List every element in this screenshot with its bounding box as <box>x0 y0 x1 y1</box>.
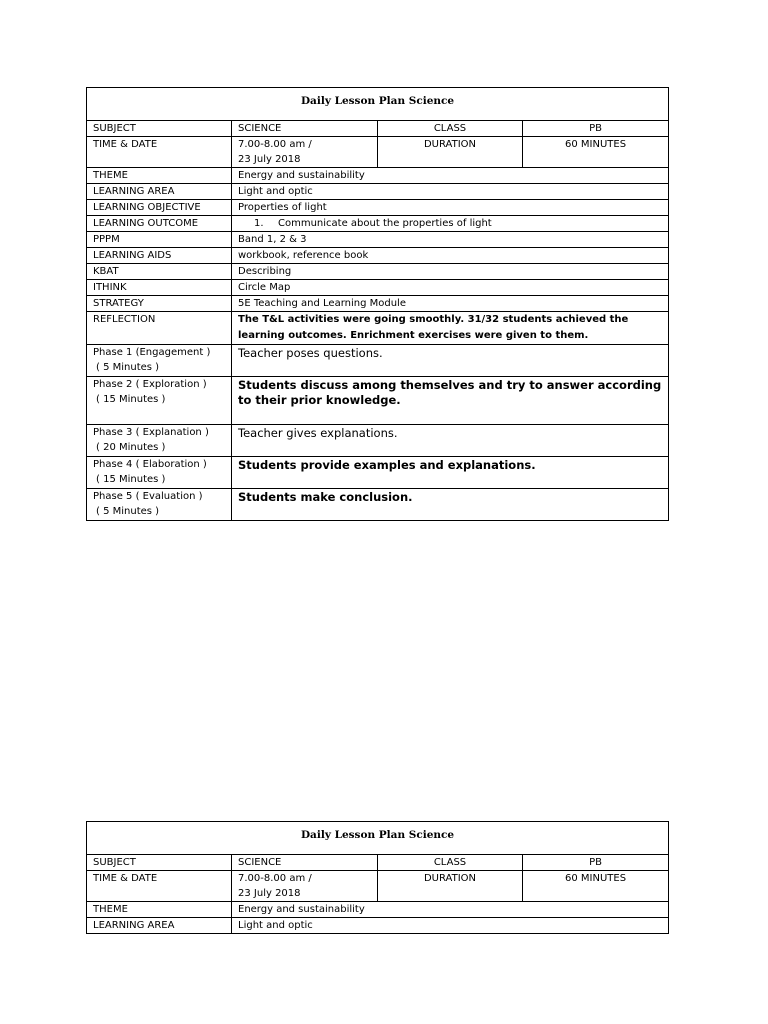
time-row <box>87 871 669 902</box>
time-row <box>87 137 669 168</box>
date-value: 23 July 2018 <box>238 888 301 899</box>
row-value: 5E Teaching and Learning Module <box>232 296 669 312</box>
time-value <box>232 137 378 168</box>
phase-row <box>87 457 669 489</box>
time-label: TIME & DATE <box>87 137 232 168</box>
phase-label <box>87 345 232 377</box>
phase-activity: Students make conclusion. <box>232 489 669 521</box>
phase-duration: ( 20 Minutes ) <box>96 442 166 453</box>
class-label: CLASS <box>378 121 523 137</box>
phase-activity: Teacher gives explanations. <box>232 425 669 457</box>
row-value: Circle Map <box>232 280 669 296</box>
phase-label <box>87 377 232 425</box>
time-value <box>232 871 378 902</box>
table-row <box>87 168 669 184</box>
time-value-line1: 7.00-8.00 am / <box>238 873 312 884</box>
row-label: ITHINK <box>87 280 232 296</box>
lesson-plan-table <box>86 87 669 521</box>
class-value: PB <box>523 121 669 137</box>
table-row <box>87 200 669 216</box>
lesson-plan-table-partial <box>86 821 669 934</box>
phase-row <box>87 425 669 457</box>
title-row <box>87 822 669 855</box>
phase-row <box>87 377 669 425</box>
duration-label: DURATION <box>378 871 523 902</box>
row-label: THEME <box>87 902 232 918</box>
row-value: Light and optic <box>232 184 669 200</box>
table-row <box>87 184 669 200</box>
row-label: LEARNING OBJECTIVE <box>87 200 232 216</box>
phase-name: Phase 1 (Engagement ) <box>93 347 211 358</box>
reflection-text: The T&L activities were going smoothly. 31/32 students achieved the learning outcomes. Enrichment exercises were given to them. <box>232 312 669 345</box>
row-value: Properties of light <box>232 200 669 216</box>
subject-row <box>87 121 669 137</box>
phase-label <box>87 425 232 457</box>
row-value: Describing <box>232 264 669 280</box>
class-value: PB <box>523 855 669 871</box>
phase-row <box>87 345 669 377</box>
phase-row <box>87 489 669 521</box>
title-row <box>87 88 669 121</box>
time-value-line1: 7.00-8.00 am / <box>238 139 312 150</box>
class-label: CLASS <box>378 855 523 871</box>
row-label: STRATEGY <box>87 296 232 312</box>
row-value: Band 1, 2 & 3 <box>232 232 669 248</box>
phase-duration: ( 15 Minutes ) <box>96 474 166 485</box>
row-value: Light and optic <box>232 918 669 934</box>
row-label: LEARNING AREA <box>87 918 232 934</box>
phase-duration: ( 15 Minutes ) <box>96 394 166 405</box>
row-label: LEARNING AREA <box>87 184 232 200</box>
phase-name: Phase 4 ( Elaboration ) <box>93 459 207 470</box>
table-row <box>87 296 669 312</box>
row-value: Energy and sustainability <box>232 168 669 184</box>
phase-duration: ( 5 Minutes ) <box>96 362 160 373</box>
row-value: Energy and sustainability <box>232 902 669 918</box>
phase-activity: Students discuss among themselves and try to answer according to their prior knowledge. <box>232 377 669 425</box>
plan-title: Daily Lesson Plan Science <box>87 822 669 855</box>
row-label: KBAT <box>87 264 232 280</box>
table-row <box>87 280 669 296</box>
reflection-row <box>87 312 669 345</box>
phase-name: Phase 2 ( Exploration ) <box>93 379 207 390</box>
time-label: TIME & DATE <box>87 871 232 902</box>
phase-label <box>87 457 232 489</box>
table-row <box>87 264 669 280</box>
phase-name: Phase 5 ( Evaluation ) <box>93 491 203 502</box>
subject-label: SUBJECT <box>87 855 232 871</box>
duration-value: 60 MINUTES <box>523 871 669 902</box>
table-row <box>87 918 669 934</box>
phase-duration: ( 5 Minutes ) <box>96 506 160 517</box>
row-label: LEARNING OUTCOME <box>87 216 232 232</box>
plan-title: Daily Lesson Plan Science <box>87 88 669 121</box>
outcome-number: 1. <box>254 218 264 229</box>
subject-value: SCIENCE <box>232 855 378 871</box>
outcome-text: Communicate about the properties of light <box>278 218 492 229</box>
duration-label: DURATION <box>378 137 523 168</box>
duration-value: 60 MINUTES <box>523 137 669 168</box>
subject-label: SUBJECT <box>87 121 232 137</box>
phase-label <box>87 489 232 521</box>
subject-row <box>87 855 669 871</box>
subject-value: SCIENCE <box>232 121 378 137</box>
table-row <box>87 902 669 918</box>
phase-activity: Students provide examples and explanations. <box>232 457 669 489</box>
row-label: LEARNING AIDS <box>87 248 232 264</box>
table-row <box>87 248 669 264</box>
row-value: workbook, reference book <box>232 248 669 264</box>
table-row <box>87 216 669 232</box>
phase-activity: Teacher poses questions. <box>232 345 669 377</box>
row-label: THEME <box>87 168 232 184</box>
reflection-label: REFLECTION <box>87 312 232 345</box>
table-row <box>87 232 669 248</box>
date-value: 23 July 2018 <box>238 154 301 165</box>
row-value <box>232 216 669 232</box>
phase-name: Phase 3 ( Explanation ) <box>93 427 209 438</box>
row-label: PPPM <box>87 232 232 248</box>
